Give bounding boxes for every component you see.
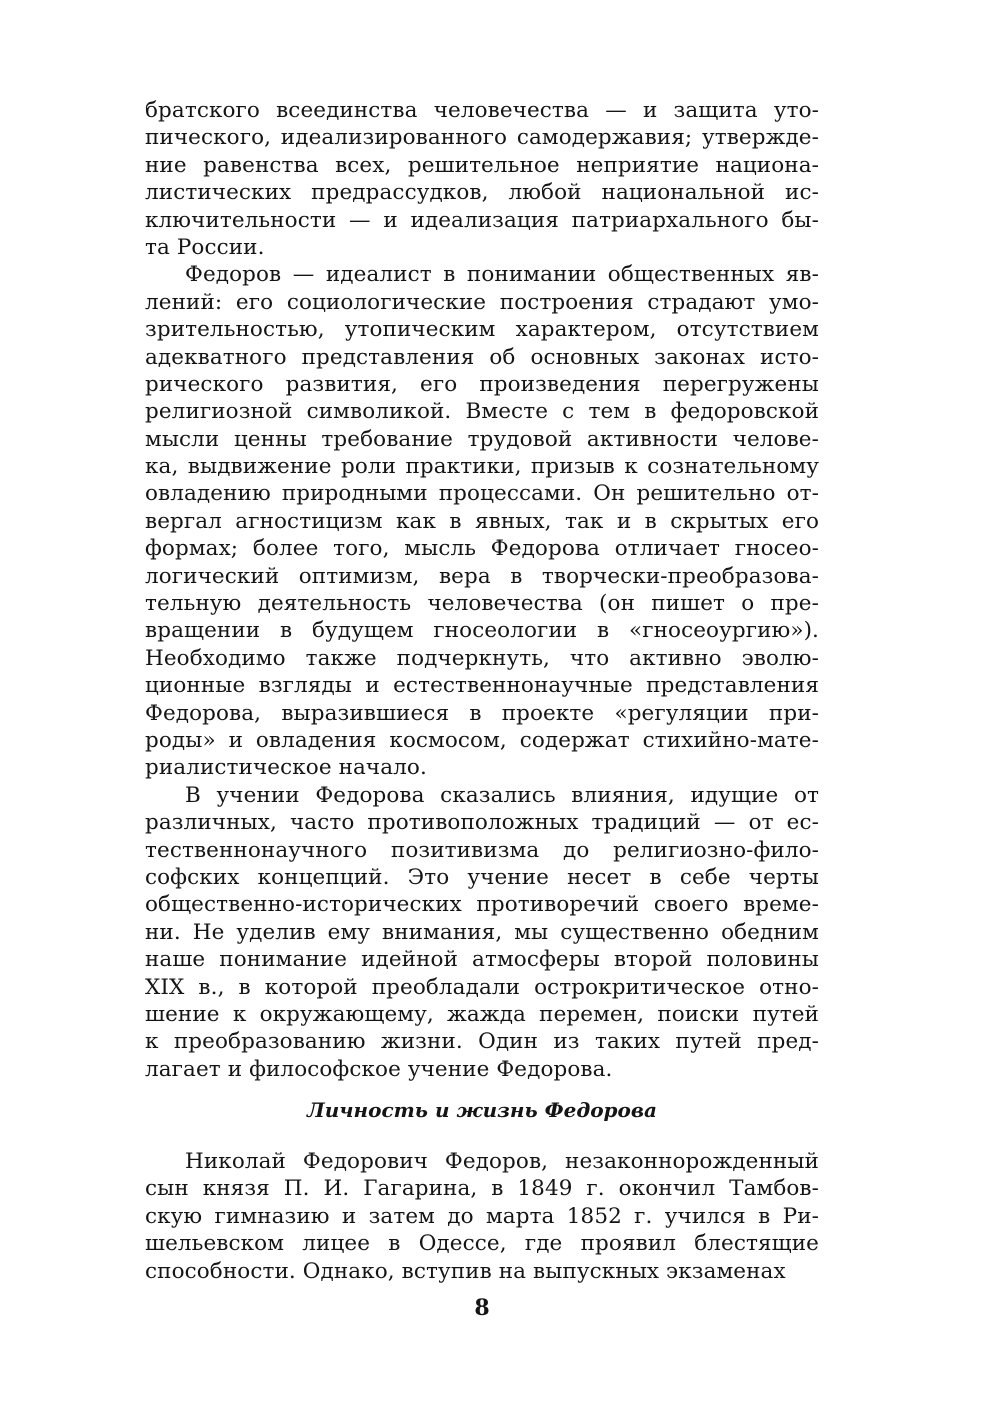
text-line: ка, выдвижение роли практики, призыв к сознательному: [145, 454, 819, 480]
paragraph: [145, 97, 819, 261]
text-line: риалистическое начало.: [145, 755, 427, 781]
text-line: скую гимназию и затем до марта 1852 г. учился в Ри-: [145, 1203, 819, 1229]
text-line: пического, идеализированного самодержавия; утвержде-: [145, 125, 819, 151]
text-line: овладению природными процессами. Он решительно от-: [145, 481, 819, 507]
page-number: 8: [474, 1295, 490, 1321]
text-line: логический оптимизм, вера в творчески-преобразова-: [145, 563, 819, 589]
text-line: формах; более того, мысль Федорова отличает гносео-: [145, 536, 819, 562]
text-line: способности. Однако, вступив на выпускных экзаменах: [145, 1258, 786, 1284]
text-line: тельную деятельность человечества (он пишет о пре-: [145, 591, 819, 617]
text-line: лагает и философское учение Федорова.: [145, 1056, 613, 1082]
text-line: шение к окружающему, жажда перемен, поиски путей: [145, 1001, 819, 1027]
text-line: В учении Федорова сказались влияния, идущие от: [185, 782, 819, 808]
text-line: листических предрассудков, любой национальной ис-: [145, 180, 819, 206]
text-line: мысли ценны требование трудовой активности челове-: [145, 426, 819, 452]
text-line: вергал агностицизм как в явных, так и в скрытых его: [145, 508, 819, 534]
text-line: адекватного представления об основных законах исто-: [145, 344, 819, 370]
text-line: шельевском лицее в Одессе, где проявил блестящие: [145, 1231, 819, 1257]
text-line: наше понимание идейной атмосферы второй половины: [145, 947, 819, 973]
text-line: Федорова, выразившиеся в проекте «регуляции при-: [145, 700, 819, 726]
text-line: различных, часто противоположных традиций — от ес-: [145, 810, 819, 836]
body-text: [145, 97, 819, 1083]
section-text: [145, 1148, 819, 1285]
text-line: тественнонаучного позитивизма до религиозно-фило-: [145, 837, 819, 863]
text-line: XIX в., в которой преобладали острокритическое отно-: [145, 974, 819, 1000]
text-line: братского всеединства человечества — и защита уто-: [145, 98, 819, 123]
text-line: сын князя П. И. Гагарина, в 1849 г. окончил Тамбов-: [145, 1176, 819, 1202]
text-line: роды» и овладения космосом, содержат стихийно-мате-: [145, 727, 819, 753]
text-line: ционные взгляды и естественнонаучные представления: [145, 673, 819, 699]
text-line: вращении в будущем гносеологии в «гносеоургию»).: [145, 618, 819, 644]
text-line: ключительности — и идеализация патриархального бы-: [145, 207, 819, 233]
text-line: общественно-исторических противоречий своего време-: [145, 892, 819, 918]
text-line: религиозной символикой. Вместе с тем в федоровской: [145, 399, 819, 425]
text-line: рического развития, его произведения перегружены: [145, 371, 819, 397]
text-line: лений: его социологические построения страдают умо-: [145, 289, 819, 315]
text-line: та России.: [145, 234, 265, 260]
text-line: Федоров — идеалист в понимании общественных яв-: [185, 262, 819, 288]
text-line: Необходимо также подчеркнуть, что активно эволю-: [145, 645, 819, 671]
text-line: к преобразованию жизни. Один из таких путей пред-: [145, 1029, 819, 1055]
text-line: софских концепций. Это учение несет в себе черты: [145, 864, 819, 890]
paragraph: [145, 782, 819, 1083]
paragraph: [145, 261, 819, 781]
section-heading: Личность и жизнь Федорова: [307, 1098, 657, 1122]
text-line: зрительностью, утопическим характером, отсутствием: [145, 317, 819, 343]
paragraph: [145, 1148, 819, 1285]
text-line: ни. Не уделив ему внимания, мы существенно обедним: [145, 919, 819, 945]
text-line: Николай Федорович Федоров, незаконнорожденный: [185, 1149, 819, 1174]
text-line: ние равенства всех, решительное неприятие национа-: [145, 152, 819, 178]
